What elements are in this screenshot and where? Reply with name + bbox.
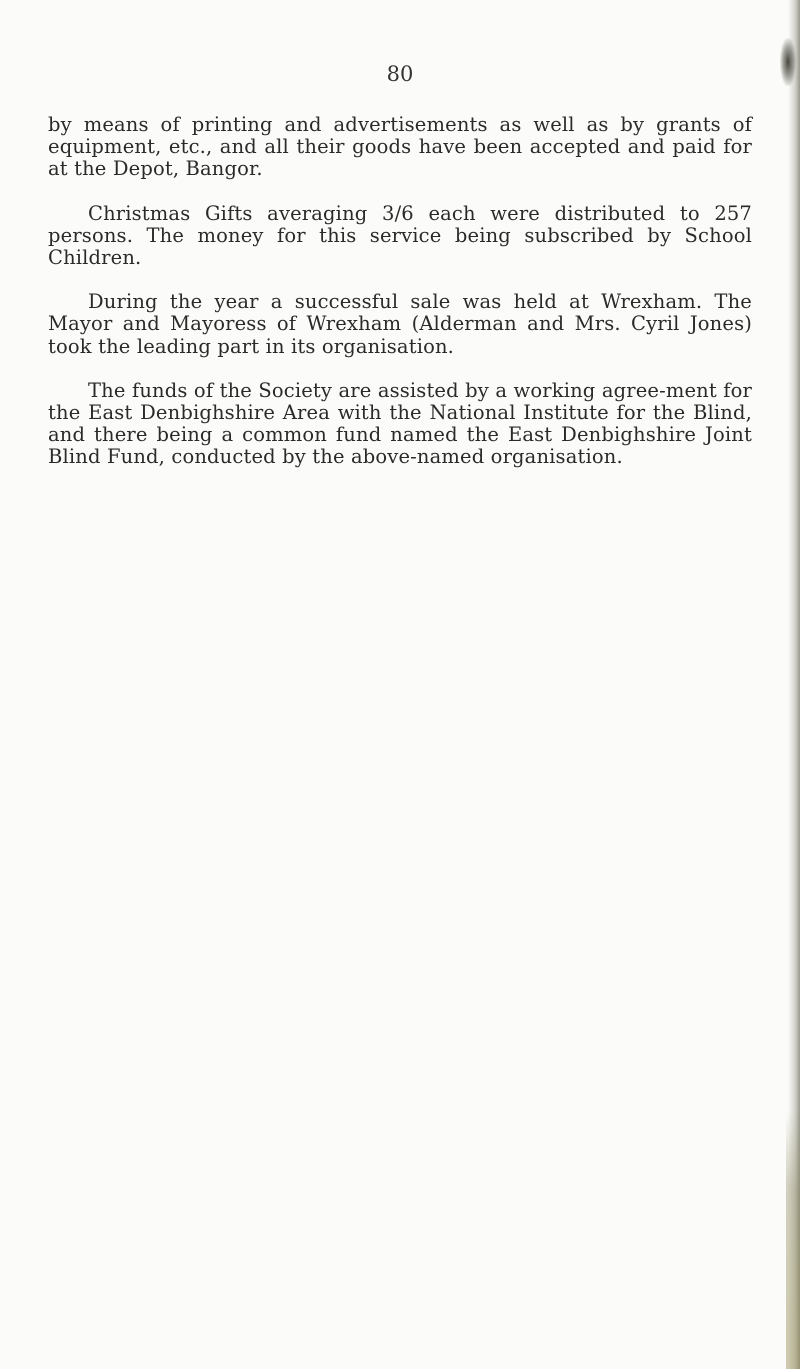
body-text	[48, 114, 752, 491]
scan-edge-stain	[786, 1110, 800, 1369]
paragraph-society-funds: The funds of the Society are assisted by a working agree-ment for the East Denbighshire Area with the National Institute for the Blind, and there being a common fund named the East Denbighshire Joint Blind Fund, conducted by the above-named organisation.	[48, 378, 752, 469]
paragraph-wrexham-sale: During the year a successful sale was held at Wrexham. The Mayor and Mayoress of Wrexham (Alderman and Mrs. Cyril Jones) took the leading part in its organisation.	[48, 290, 752, 358]
page-number: 80	[386, 62, 414, 86]
scan-edge-mark	[780, 38, 796, 86]
paragraph-christmas-gifts: Christmas Gifts averaging 3/6 each were distributed to 257 persons. The money for this service being subscribed by School Children.	[48, 201, 752, 270]
paragraph-continued: by means of printing and advertisements as well as by grants of equipment, etc., and all their goods have been accepted and paid for at the Depot, Bangor.	[48, 113, 752, 181]
